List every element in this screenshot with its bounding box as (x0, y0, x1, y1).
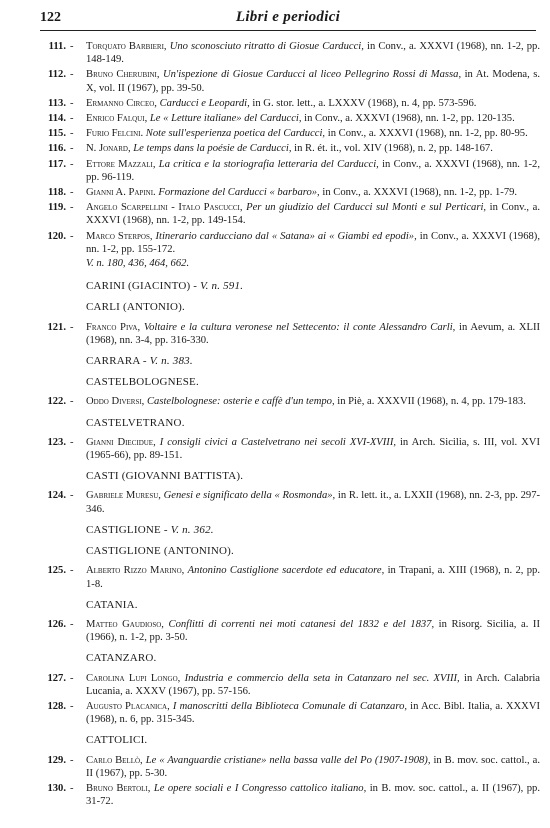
bibliography-entry (36, 618, 540, 644)
bibliography-entry (36, 40, 540, 66)
entry-text (86, 230, 540, 256)
bibliography-entry (36, 754, 540, 780)
entry-citation: in Conv., a. XXXVI (1968), nn. 1-2, pp. 96-119. (86, 158, 540, 183)
subject-name: CATANZARO. (86, 652, 157, 665)
bibliography-entry (36, 564, 540, 590)
entry-text (86, 158, 540, 184)
entry-dash: - (70, 490, 74, 502)
entry-citation: in Trapani, a. XIII (1968), n. 2, pp. 1-8. (86, 565, 541, 590)
entry-text (86, 201, 540, 227)
entry-number: 117. (48, 158, 66, 170)
entry-title: Itinerario carducciano dal « Satana» ai « Giambi ed epodi», (155, 230, 417, 242)
entry-author: Gianni Diecidue, (86, 436, 156, 448)
entry-number: 130. (47, 782, 66, 794)
entry-citation: in R. ét. it., vol. XIV (1968), n. 2, pp. 148-167. (294, 143, 493, 155)
entry-number: 126. (47, 618, 66, 630)
entry-dash: - (70, 143, 74, 155)
subject-heading (86, 280, 540, 293)
entry-text (86, 186, 540, 199)
entry-title: Le « Avanguardie cristiane» nella bassa valle del Po (1907-1908), (145, 754, 431, 766)
entry-number: 112. (48, 69, 66, 81)
entry-author: Augusto Placanica, (86, 700, 170, 712)
entry-dash: - (70, 754, 74, 766)
entry-number: 128. (47, 700, 66, 712)
subject-heading (86, 301, 540, 314)
entry-title: Conflitti di correnti nei moti catanesi del 1832 e del 1837, (168, 618, 435, 630)
entry-number: 127. (47, 672, 66, 684)
entry-author: Franco Piva, (86, 321, 141, 333)
entry-dash: - (70, 41, 74, 52)
entry-number: 123. (47, 436, 66, 448)
entry-citation: in Piè, a. XXXVII (1968), n. 4, pp. 179-183. (337, 396, 526, 408)
entry-citation: in G. stor. lett., a. LXXXV (1968), n. 4, pp. 573-596. (252, 97, 477, 109)
entry-number: 113. (48, 97, 66, 109)
entry-author: Angelo Scarpellini - Italo Pascucci, (86, 202, 243, 214)
entry-author: Furio Felcini. (86, 128, 144, 140)
entry-title: Castelbolognese: osterie e caffè d'un tempo, (146, 396, 335, 408)
entry-title: La critica e la storiografia letteraria del Carducci, (158, 158, 379, 170)
bibliography-entry (36, 782, 540, 808)
subject-name: CASTELBOLOGNESE. (86, 376, 199, 389)
entry-citation: in Conv., a. XXXVI (1968), nn. 1-2, pp. 155-172. (86, 230, 540, 255)
entry-number: 125. (47, 565, 66, 577)
running-header (40, 8, 536, 30)
bibliography-entry (36, 489, 540, 515)
subject-heading (86, 652, 540, 665)
entry-dash: - (70, 782, 74, 794)
subject-heading (86, 417, 540, 430)
entry-title: Carducci e Leopardi, (159, 97, 250, 109)
subject-separator: - (139, 355, 150, 368)
entry-number: 129. (47, 754, 66, 766)
entry-text (86, 112, 540, 125)
entry-author: Torquato Barbieri, (86, 41, 167, 52)
entry-number: 114. (48, 113, 66, 125)
subject-name: CASTIGLIONE (86, 523, 161, 536)
subject-heading (86, 376, 540, 389)
subject-heading (86, 734, 540, 747)
entry-citation: in B. mov. soc. cattol., a. II (1967), pp. 31-72. (86, 782, 541, 808)
entry-citation: in Aevum, a. XLII (1968), nn. 3-4, pp. 316-330. (86, 321, 541, 346)
entry-citation: in R. lett. it., a. LXXII (1968), nn. 2-3, pp. 297-346. (86, 490, 541, 515)
entry-title: I manoscritti della Biblioteca Comunale di Catanzaro, (172, 700, 408, 712)
entry-number: 118. (48, 187, 66, 199)
bibliography-entry (36, 201, 540, 227)
subject-separator: - (190, 280, 201, 293)
entry-number: 119. (48, 202, 66, 214)
entry-author: N. Jonard, (86, 143, 131, 155)
entry-dash: - (70, 128, 74, 140)
entry-text (86, 436, 540, 462)
bibliography-entry (36, 700, 540, 726)
entry-citation: in Acc. Bibl. Italia, a. XXXVI (1968), n. 6, pp. 315-345. (86, 700, 540, 726)
entry-author: Bruno Bertoli, (86, 782, 151, 794)
entry-dash: - (70, 69, 74, 81)
entry-number: 111. (48, 41, 66, 52)
entry-text (86, 40, 540, 66)
cross-reference: V. n. 180, 436, 464, 662. (86, 258, 190, 270)
subject-name: CASTIGLIONE (ANTONINO). (86, 545, 234, 558)
subject-name: CATTOLICI. (86, 734, 148, 747)
entry-author: Gianni A. Papini. (86, 187, 156, 199)
entry-dash: - (70, 113, 74, 125)
entry-dash: - (70, 565, 74, 577)
bibliography-entry (36, 186, 540, 199)
entry-text (86, 97, 540, 110)
entry-dash: - (70, 618, 74, 630)
entry-text (86, 618, 540, 644)
entry-author: Matteo Gaudioso, (86, 618, 164, 630)
entry-title: Le opere sociali e I Congresso cattolico italiano, (153, 782, 367, 794)
entry-author: Carlo Bellò, (86, 754, 143, 766)
entry-text (86, 321, 540, 347)
entry-number: 116. (48, 143, 66, 155)
entry-title: Genesi e significato della « Rosmonda», (163, 490, 336, 502)
entry-citation: in Conv., a. XXXVI (1968), nn. 1-2, pp. 148-149. (86, 41, 540, 66)
entry-dash: - (70, 230, 74, 242)
entry-title: I consigli civici a Castelvetrano nei secoli XVI-XVIII, (159, 436, 397, 448)
bibliography-entry (36, 321, 540, 347)
entry-title: Uno sconosciuto ritratto di Giosue Carducci, (169, 41, 364, 52)
entry-title: Voltaire e la cultura veronese nel Settecento: il conte Alessandro Carli, (143, 321, 456, 333)
bibliography-entry (36, 68, 540, 94)
entry-dash: - (70, 187, 74, 199)
entry-title: Le temps dans la poésie de Carducci, (133, 143, 292, 155)
bibliography-entry (36, 127, 540, 140)
entry-citation: in Risorg. Sicilia, a. II (1966), n. 1-2, pp. 3-50. (86, 618, 540, 644)
bibliography-entry (36, 672, 540, 698)
entry-title: Un'ispezione di Giosue Carducci al liceo Pellegrino Rossi di Massa, (162, 69, 462, 81)
entry-author: Alberto Rizzo Marino, (86, 565, 185, 577)
entry-author: Marco Sterpos, (86, 230, 153, 242)
entry-text (86, 127, 540, 140)
entry-author: Ermanno Circeo, (86, 97, 157, 109)
entry-title: Industria e commercio della seta in Catanzaro nel sec. XVIII, (184, 672, 460, 684)
entry-author: Oddo Diversi, (86, 396, 145, 408)
subject-name: CASTELVETRANO. (86, 416, 185, 429)
entry-author: Ettore Mazzali, (86, 158, 156, 170)
entry-title: Antonino Castiglione sacerdote ed educatore, (187, 565, 385, 577)
entry-title: Note sull'esperienza poetica del Carducci, (145, 128, 326, 140)
entry-number: 120. (47, 230, 66, 242)
entry-text (86, 142, 540, 155)
entry-dash: - (70, 700, 74, 712)
subject-separator: - (160, 523, 171, 536)
entry-number: 121. (47, 321, 66, 333)
subject-name: CATANIA. (86, 598, 138, 611)
subject-cross-reference: V. n. 383. (149, 355, 193, 368)
bibliography-entry (36, 230, 540, 256)
page-number: 122 (40, 10, 61, 25)
subject-cross-reference: V. n. 362. (170, 523, 214, 536)
entry-number: 122. (47, 396, 66, 408)
entry-text (86, 564, 540, 590)
entry-citation: in Conv., a. XXXVI (1968), nn. 1-2, pp. 149-154. (86, 202, 540, 227)
running-title: Libri e periodici (235, 9, 341, 25)
entry-text (86, 672, 540, 698)
entry-text (86, 489, 540, 515)
entry-author: Carolina Lupi Longo, (86, 672, 181, 684)
entry-dash: - (70, 97, 74, 109)
entry-dash: - (70, 321, 74, 333)
entry-title: Formazione del Carducci « barbaro», (158, 187, 320, 199)
subject-name: CARLI (ANTONIO). (86, 301, 185, 314)
subject-heading (86, 545, 540, 558)
subject-heading (86, 524, 540, 537)
entry-dash: - (70, 202, 74, 214)
subject-heading (86, 355, 540, 368)
subject-heading (86, 599, 540, 612)
entry-author: Bruno Cherubini, (86, 69, 160, 81)
entry-text (86, 754, 540, 780)
bibliography-entry (36, 436, 540, 462)
entry-text (86, 700, 540, 726)
entry-number: 124. (47, 490, 66, 502)
entry-citation: in At. Modena, s. X, vol. II (1967), pp. 39-50. (86, 69, 540, 94)
entry-dash: - (70, 436, 74, 448)
entry-title: Le « Letture italiane» del Carducci, (149, 113, 302, 125)
entry-citation: in Conv., a. XXXVI (1968), nn. 1-2, pp. 80-95. (327, 128, 528, 140)
entry-number: 115. (48, 128, 66, 140)
subject-name: CASTI (GIOVANNI BATTISTA). (86, 470, 244, 483)
entry-dash: - (70, 396, 74, 408)
entry-citation: in Arch. Sicilia, s. III, vol. XVI (1965-66), pp. 89-151. (86, 436, 540, 462)
entry-author: Enrico Falqui, (86, 113, 148, 125)
subject-cross-reference: V. n. 591. (200, 280, 244, 293)
header-rule (40, 30, 536, 31)
entry-citation: in Conv., a. XXXVI (1968), nn. 1-2, pp. 120-135. (304, 113, 515, 125)
entry-author: Gabriele Muresu, (86, 490, 161, 502)
bibliography-entry (36, 158, 540, 184)
bibliography-entry (36, 142, 540, 155)
entry-text (86, 68, 540, 94)
entry-citation: in B. mov. soc. cattol., a. II (1967), pp. 5-30. (86, 754, 541, 779)
entry-citation: in Conv., a. XXXVI (1968), nn. 1-2, pp. 1-79. (322, 187, 518, 199)
entry-text (86, 395, 540, 408)
entry-text (86, 782, 540, 808)
entry-title: Per un giudizio del Carducci sul Monti e sul Perticari, (246, 202, 487, 214)
subject-name: CARRARA (86, 355, 140, 368)
bibliography-entry (36, 112, 540, 125)
entry-dash: - (70, 672, 74, 684)
bibliography-list (36, 40, 540, 810)
bibliography-entry (36, 395, 540, 408)
entry-dash: - (70, 158, 74, 170)
subject-heading (86, 470, 540, 483)
bibliography-entry (36, 97, 540, 110)
subject-name: CARINI (GIACINTO) (86, 280, 191, 293)
entry-citation: in Arch. Calabria Lucania, a. XXXV (1967), pp. 57-156. (86, 672, 540, 697)
